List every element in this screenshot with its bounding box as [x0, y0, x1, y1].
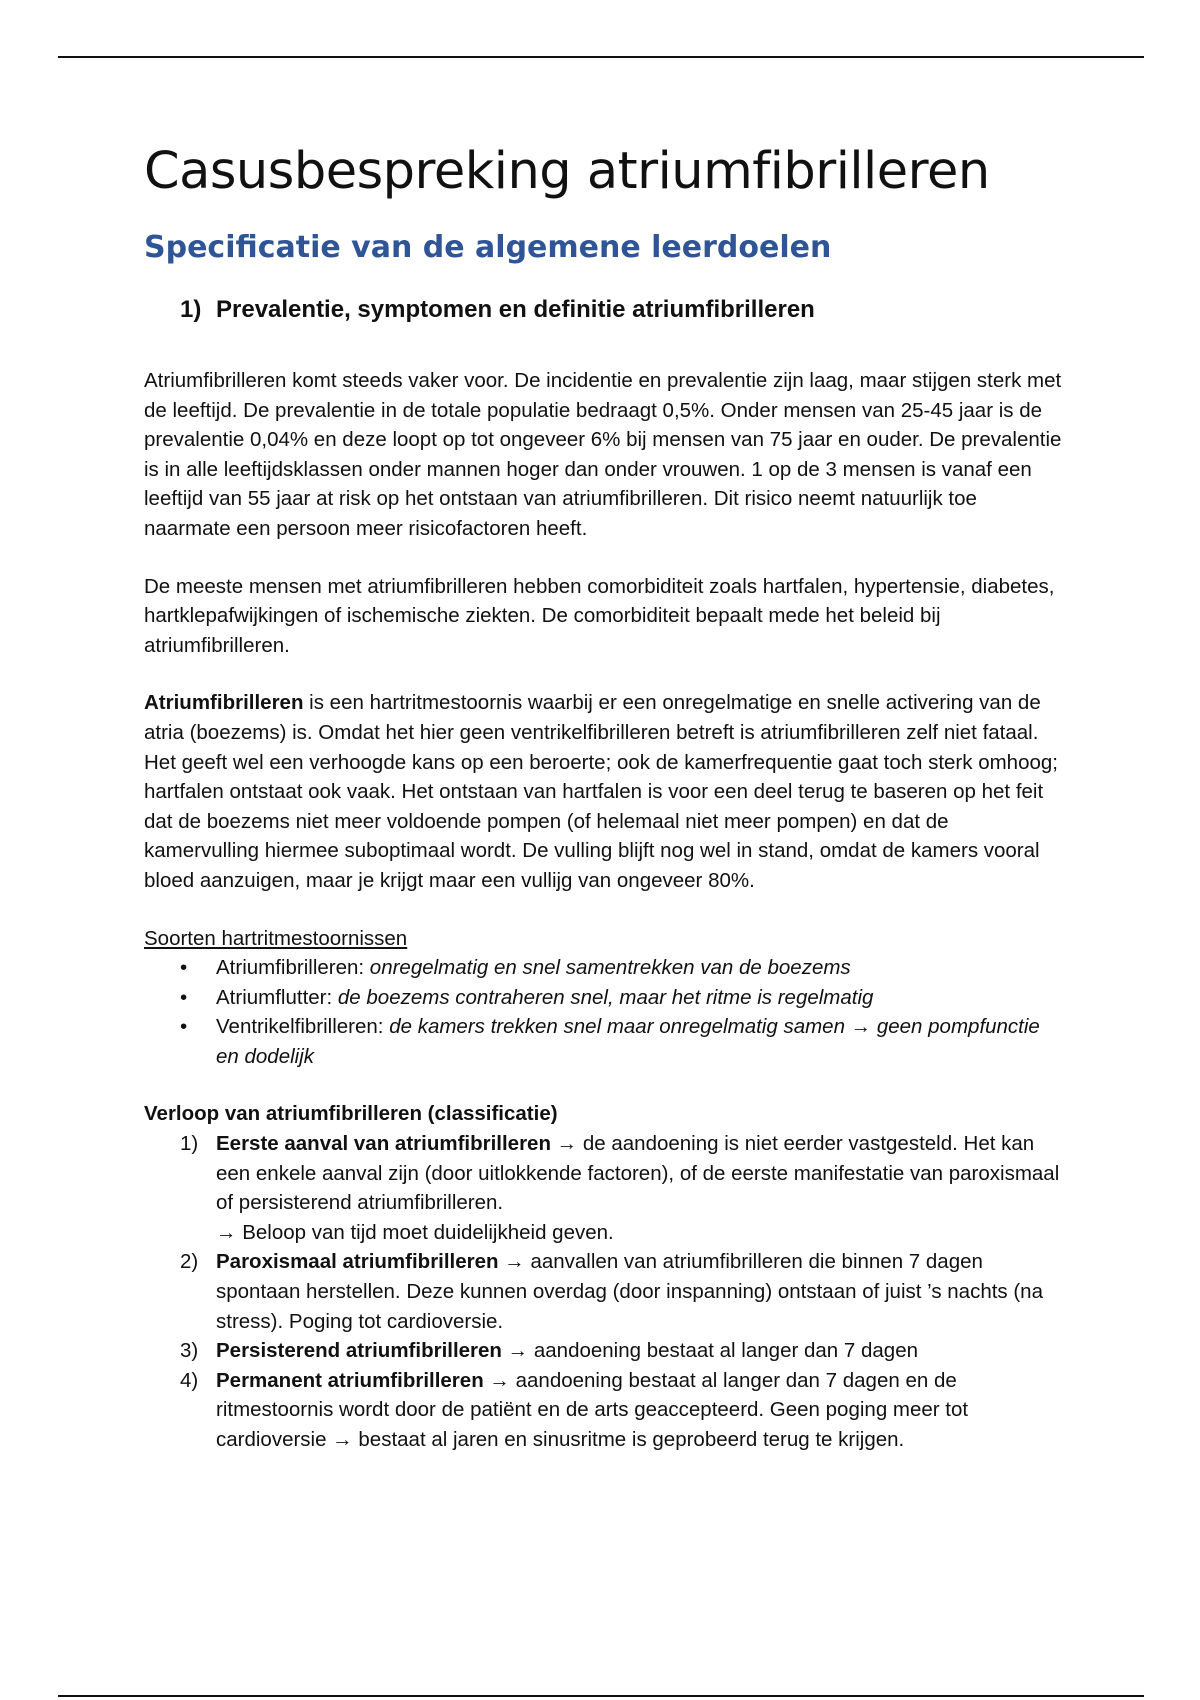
list-item [144, 983, 1064, 1013]
bullet-icon: • [180, 1015, 188, 1039]
section-heading [180, 294, 1064, 326]
paragraph-definition [144, 688, 1064, 895]
paragraph-prevalence: Atriumfibrilleren komt steeds vaker voor. De incidentie en prevalentie zijn laag, maar stijgen sterk met de leeftijd. De prevalentie in de totale populatie bedraagt 0,5%. Onder mensen van 25-45 jaar is de prevalentie 0,04% en deze loopt op tot ongeveer 6% bij mensen van 75 jaar en ouder. De prevalentie is in alle leeftijdsklassen onder mannen hoger dan onder vrouwen. 1 op de 3 mensen is vanaf een leeftijd van 55 jaar at risk op het ontstaan van atriumfibrilleren. Dit risico neemt natuurlijk toe naarmate een persoon meer risicofactoren heeft. [144, 369, 1062, 540]
subtitle: Specificatie van de algemene leerdoelen [144, 230, 832, 265]
header-rule [58, 56, 1144, 58]
paragraph-comorbidity: De meeste mensen met atriumfibrilleren hebben comorbiditeit zoals hartfalen, hypertensie, diabetes, hartklepafwijkingen of ischemische ziekten. De comorbiditeit bepaalt mede het beleid bij atriumfibrilleren. [144, 574, 1055, 657]
types-heading: Soorten hartritmestoornissen [144, 926, 408, 950]
classification-heading: Verloop van atriumfibrilleren (classificatie) [144, 1102, 558, 1126]
types-list [144, 953, 1064, 1071]
item-number: 1) [180, 1132, 199, 1156]
bullet-icon: • [180, 956, 188, 980]
type-label: Atriumflutter: [216, 985, 338, 1009]
item-text: → aanvallen van atriumfibrilleren die binnen 7 dagen spontaan herstellen. Deze kunnen overdag (door inspanning) ontstaan of juist ’s nachts (na stress). Poging tot cardioversie. [216, 1250, 1043, 1333]
list-item [144, 1129, 1064, 1247]
bullet-icon: • [180, 985, 188, 1009]
item-number: 4) [180, 1368, 199, 1392]
classification-list [144, 1129, 1064, 1455]
definition-term: Atriumfibrilleren [144, 691, 304, 715]
section-number: 1) [180, 296, 202, 323]
page-title: Casusbespreking atriumfibrilleren [144, 142, 990, 201]
item-text: → aandoening bestaat al langer dan 7 dagen [501, 1339, 918, 1363]
type-description: de boezems contraheren snel, maar het ritme is regelmatig [337, 985, 874, 1009]
footer-rule [58, 1695, 1144, 1697]
type-description: de kamers trekken snel maar onregelmatig samen → geen pompfunctie en dodelijk [216, 1015, 1040, 1068]
type-label: Atriumfibrilleren: [216, 956, 370, 980]
document-body [144, 140, 1064, 1455]
item-number: 2) [180, 1250, 199, 1274]
list-item [144, 1336, 1064, 1366]
list-item [144, 1247, 1064, 1336]
item-extra: → Beloop van tijd moet duidelijkheid geven. [216, 1220, 614, 1244]
item-label: Eerste aanval van atriumfibrilleren [216, 1132, 551, 1156]
item-text: → aandoening bestaat al langer dan 7 dagen en de ritmestoornis wordt door de patiënt en de arts geaccepteerd. Geen poging meer tot cardioversie → bestaat al jaren en sinusritme is geprobeerd terug te krijgen. [216, 1368, 969, 1451]
list-item [144, 953, 1064, 983]
list-item [144, 1366, 1064, 1455]
item-label: Paroxismaal atriumfibrilleren [216, 1250, 499, 1274]
item-label: Persisterend atriumfibrilleren [216, 1339, 502, 1363]
type-label: Ventrikelfibrilleren: [216, 1015, 390, 1039]
type-description: onregelmatig en snel samentrekken van de boezems [369, 956, 851, 980]
definition-text: is een hartritmestoornis waarbij er een onregelmatige en snelle activering van de atria (boezems) is. Omdat het hier geen ventrikelfibrilleren betreft is atriumfibrilleren zelf niet fataal. Het geeft wel een verhoogde kans op een beroerte; ook de kamerfrequentie gaat toch sterk omhoog; hartfalen ontstaat ook vaak. Het ontstaan van hartfalen is voor een deel terug te baseren op het feit dat de boezems niet meer voldoende pompen (of helemaal niet meer pompen) en dat de kamervulling hiermee suboptimaal wordt. De vulling blijft nog wel in stand, omdat de kamers vooral bloed aanzuigen, maar je krijgt maar een vullijg van ongeveer 80%. [144, 691, 1058, 892]
item-label: Permanent atriumfibrilleren [216, 1368, 484, 1392]
list-item [144, 1012, 1064, 1071]
section-heading-text: Prevalentie, symptomen en definitie atriumfibrilleren [216, 296, 815, 323]
item-number: 3) [180, 1339, 199, 1363]
item-text: → de aandoening is niet eerder vastgesteld. Het kan een enkele aanval zijn (door uitlokkende factoren), of de eerste manifestatie van paroxismaal of persisterend atriumfibrilleren. [216, 1132, 1060, 1215]
